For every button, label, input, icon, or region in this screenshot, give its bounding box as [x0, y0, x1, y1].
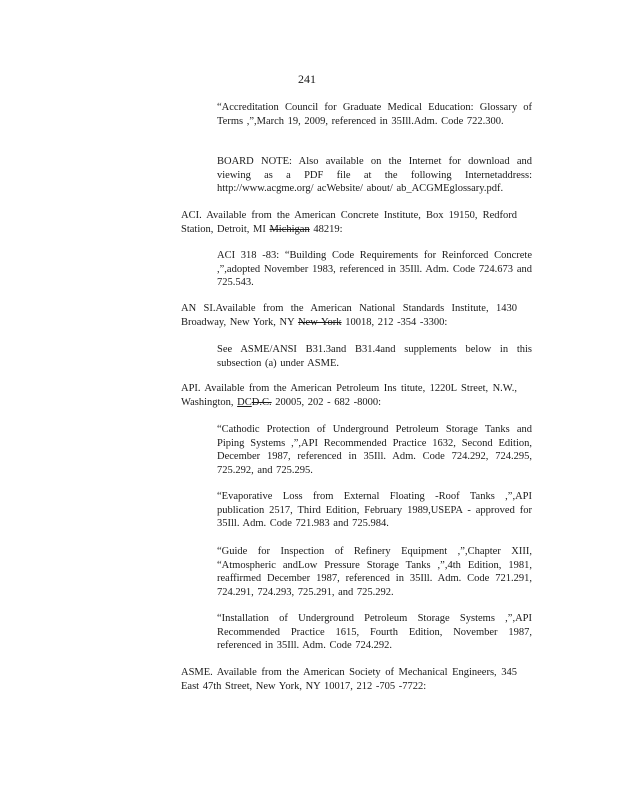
page-number: 241 — [298, 72, 316, 86]
api-entry-text-end: 20005, 202 - 682 -8000: — [271, 396, 382, 408]
api-entry-text: API. Available from the American Petroleum Ins titute, 1220L Street, N.W., Washington, — [181, 383, 517, 408]
ansi-entry — [181, 302, 517, 329]
api-evaporative-loss-reference: “Evaporative Loss from External Floating -Roof Tanks ,”,API publication 2517, Third Edition, February 1989,USEPA - approved for 35Ill. Adm. Code 721.983 and 725.984. — [217, 491, 532, 529]
glossary-reference: “Accreditation Council for Graduate Medical Education: Glossary of Terms ,”,March 19, 2009, referenced in 35Ill.Adm. Code 722.300. — [217, 102, 532, 127]
aci-struck-text: Michigan — [269, 223, 310, 235]
api-struck-text: D.C. — [251, 396, 272, 408]
aci-318-reference: ACI 318 -83: “Building Code Requirements for Reinforced Concrete ,”,adopted November 1983, referenced in 35Ill. Adm. Code 724.673 and 725.543. — [217, 250, 532, 288]
aci-entry-text: ACI. Available from the American Concrete Institute, Box 19150, Redford Station, Detroit, MI — [181, 210, 517, 235]
ansi-see-reference: See ASME/ANSI B31.3and B31.4and supplements below in this subsection (a) under ASME. — [217, 344, 532, 369]
api-entry — [181, 382, 517, 409]
ansi-entry-text: AN SI.Available from the American National Standards Institute, 1430 Broadway, New York, NY — [181, 303, 517, 328]
asme-entry: ASME. Available from the American Society of Mechanical Engineers, 345 East 47th Street, New York, NY 10017, 212 -705 -7722: — [181, 667, 517, 692]
aci-entry-text-end: 48219: — [309, 223, 343, 235]
api-underlined-text: DC — [237, 396, 252, 408]
board-note: BOARD NOTE: Also available on the Internet for download and viewing as a PDF file at the following Internetaddress: http://www.acgme.org/ acWebsite/ about/ ab_ACGMEglossary.pdf. — [217, 156, 532, 194]
api-refinery-inspection-reference: “Guide for Inspection of Refinery Equipment ,”,Chapter XIII, “Atmospheric andLow Pressure Storage Tanks ,”,4th Edition, 1981, reaffirmed December 1987, referenced in 35Ill. Adm. Code 721.291, 724.291, 724.293, 725.291, and 725.292. — [217, 546, 532, 598]
ansi-struck-text: New York — [297, 316, 342, 328]
api-installation-reference: “Installation of Underground Petroleum Storage Systems ,”,API Recommended Practice 1615, Fourth Edition, November 1987, referenced in 35Ill. Adm. Code 724.292. — [217, 613, 532, 651]
api-cathodic-protection-reference: “Cathodic Protection of Underground Petroleum Storage Tanks and Piping Systems ,”,API Recommended Practice 1632, Second Edition, December 1987, referenced in 35Ill. Adm. Code 724.292, 724.295, 725.292, and 725.295. — [217, 424, 532, 476]
ansi-entry-text-end: 10018, 212 -354 -3300: — [341, 316, 448, 328]
aci-entry — [181, 209, 517, 236]
